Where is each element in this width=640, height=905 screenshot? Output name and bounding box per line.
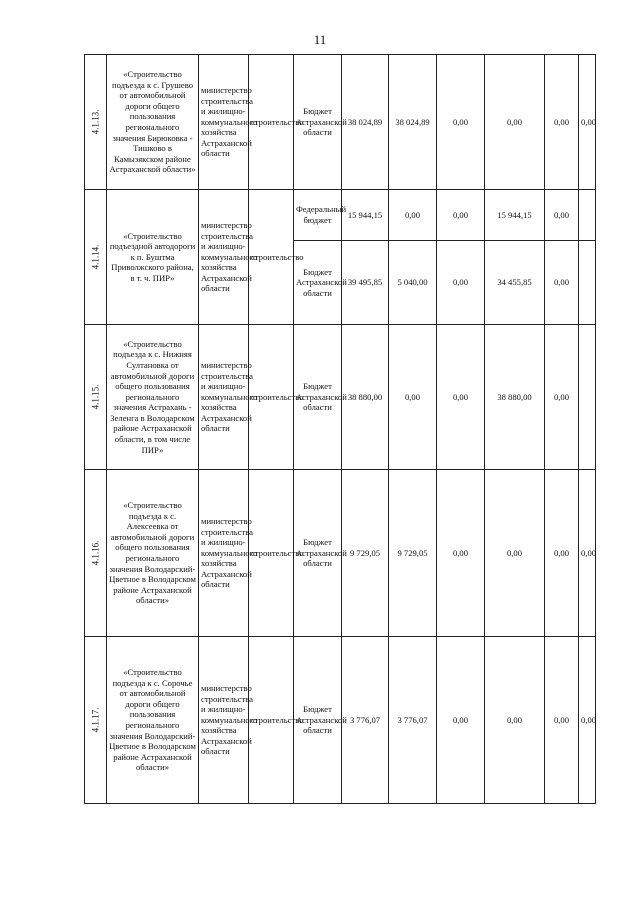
row-number-cell [85, 637, 107, 804]
row-number: 4.1.17. [90, 707, 101, 733]
total-amount: 9 729,05 [342, 470, 389, 637]
year5-amount [579, 190, 596, 241]
year4-amount: 0,00 [545, 637, 579, 804]
year4-amount: 0,00 [545, 190, 579, 241]
total-amount: 15 944,15 [342, 190, 389, 241]
year1-amount: 0,00 [389, 190, 437, 241]
year1-amount: 38 024,89 [389, 55, 437, 190]
table-row [85, 637, 596, 804]
year3-amount: 0,00 [485, 470, 545, 637]
table-row [85, 55, 596, 190]
measure-name: «Строительство подъезда к с. Сорочье от автомобильной дороги общего пользования регионального значения Володарский-Цветное в Володарском районе Астраханской области» [107, 637, 199, 804]
measure-name: «Строительство подъезда к с. Алексеевка от автомобильной дороги общего пользования регионального значения Володарский-Цветное в Володарском районе Астраханской области» [107, 470, 199, 637]
year5-amount: 0,00 [579, 637, 596, 804]
year3-amount: 15 944,15 [485, 190, 545, 241]
row-number-cell [85, 55, 107, 190]
year1-amount: 3 776,07 [389, 637, 437, 804]
responsible-executor: министерство строительства и жилищно-коммунального хозяйства Астраханской области [199, 325, 249, 470]
row-number: 4.1.13. [90, 109, 101, 135]
row-number: 4.1.15. [90, 384, 101, 410]
row-number: 4.1.16. [90, 540, 101, 566]
measure-name: «Строительство подъезда к с. Грушево от автомобильной дороги общего пользования регионального значения Бирюковка - Тишково в Камызякском районе Астраханской области» [107, 55, 199, 190]
year3-amount: 0,00 [485, 55, 545, 190]
year2-amount: 0,00 [437, 241, 485, 325]
work-type: строительство [249, 470, 294, 637]
program-table [84, 54, 596, 804]
table-row [85, 190, 596, 241]
total-amount: 39 495,85 [342, 241, 389, 325]
page-number: 11 [313, 32, 327, 47]
total-amount: 38 880,00 [342, 325, 389, 470]
year2-amount: 0,00 [437, 55, 485, 190]
row-number-cell [85, 470, 107, 637]
row-number-cell [85, 190, 107, 325]
year4-amount: 0,00 [545, 470, 579, 637]
responsible-executor: министерство строительства и жилищно-коммунального хозяйства Астраханской области [199, 637, 249, 804]
year4-amount: 0,00 [545, 55, 579, 190]
year2-amount: 0,00 [437, 190, 485, 241]
year4-amount: 0,00 [545, 325, 579, 470]
responsible-executor: министерство строительства и жилищно-коммунального хозяйства Астраханской области [199, 190, 249, 325]
work-type: строительство [249, 325, 294, 470]
year2-amount: 0,00 [437, 470, 485, 637]
funding-source: Бюджет Астраханской области [294, 637, 342, 804]
responsible-executor: министерство строительства и жилищно-коммунального хозяйства Астраханской области [199, 470, 249, 637]
row-number-cell [85, 325, 107, 470]
year5-amount: 0,00 [579, 55, 596, 190]
year5-amount [579, 241, 596, 325]
year1-amount: 0,00 [389, 325, 437, 470]
work-type: строительство [249, 190, 294, 325]
year2-amount: 0,00 [437, 325, 485, 470]
year3-amount: 34 455,85 [485, 241, 545, 325]
measure-name: «Строительство подъездной автодороги к п. Буштма Приволжского района, в т. ч. ПИР» [107, 190, 199, 325]
year5-amount: 0,00 [579, 470, 596, 637]
total-amount: 38 024,89 [342, 55, 389, 190]
funding-source: Бюджет Астраханской области [294, 55, 342, 190]
row-number: 4.1.14. [90, 244, 101, 270]
year4-amount: 0,00 [545, 241, 579, 325]
funding-source: Бюджет Астраханской области [294, 241, 342, 325]
table-body [85, 55, 596, 804]
total-amount: 3 776,07 [342, 637, 389, 804]
year1-amount: 5 040,00 [389, 241, 437, 325]
year3-amount: 38 880,00 [485, 325, 545, 470]
measure-name: «Строительство подъезда к с. Нижняя Султановка от автомобильной дороги общего пользования регионального значения Астрахань - Зеленга в Володарском районе Астраханской области, в том числе ПИР» [107, 325, 199, 470]
year1-amount: 9 729,05 [389, 470, 437, 637]
funding-source: Бюджет Астраханской области [294, 325, 342, 470]
table-row [85, 325, 596, 470]
year5-amount [579, 325, 596, 470]
table-row [85, 470, 596, 637]
work-type: строительство [249, 55, 294, 190]
year3-amount: 0,00 [485, 637, 545, 804]
work-type: строительство [249, 637, 294, 804]
funding-source: Бюджет Астраханской области [294, 470, 342, 637]
year2-amount: 0,00 [437, 637, 485, 804]
responsible-executor: министерство строительства и жилищно-коммунального хозяйства Астраханской области [199, 55, 249, 190]
funding-source: Федеральный бюджет [294, 190, 342, 241]
